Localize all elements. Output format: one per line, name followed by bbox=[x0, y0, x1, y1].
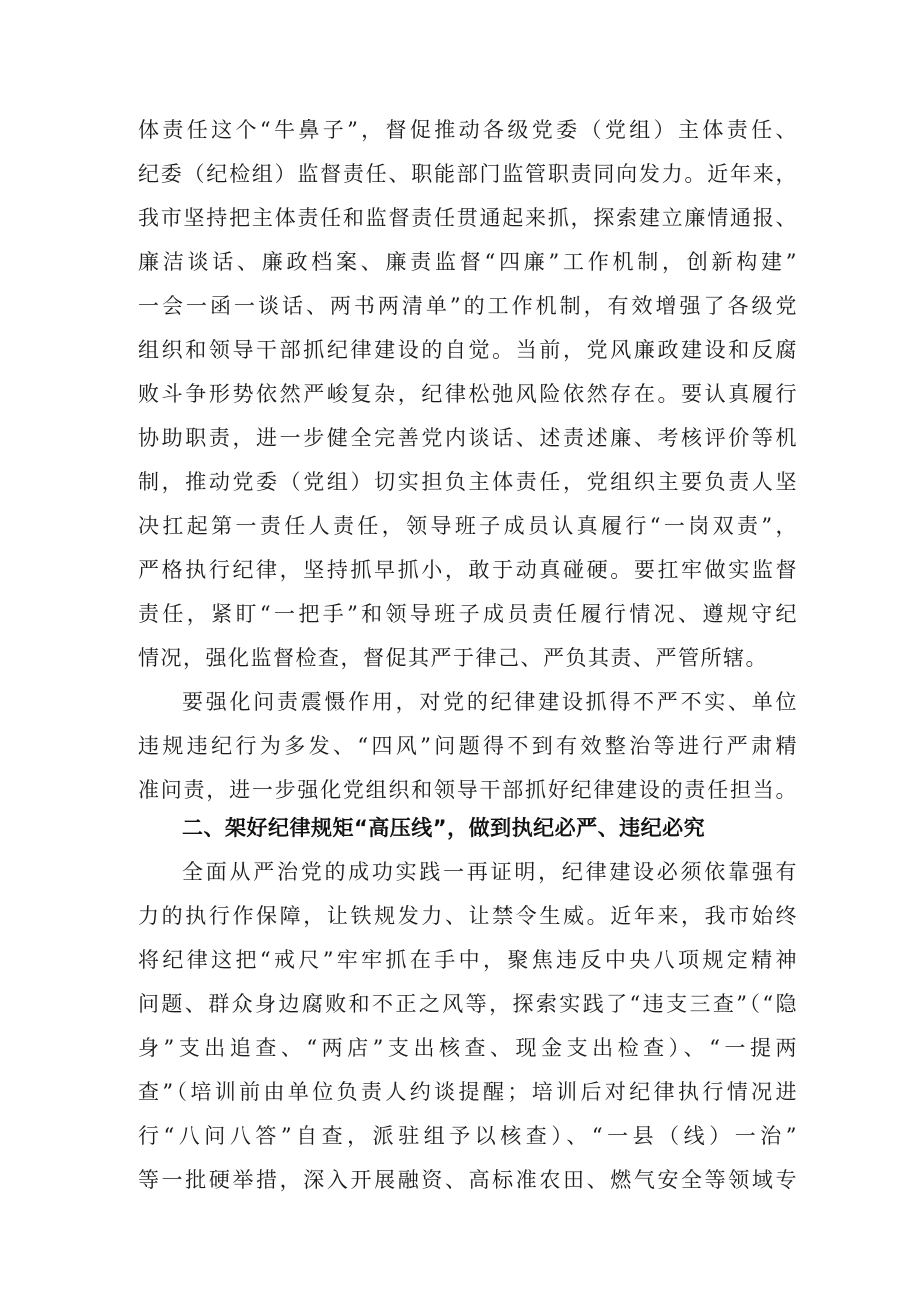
text-line: 廉洁谈话、廉政档案、廉责监督“四廉”工作机制，创新构建” bbox=[138, 250, 798, 274]
text-line: 准问责，进一步强化党组织和领导干部抓好纪律建设的责任担当。 bbox=[138, 778, 798, 802]
text-line: 力的执行作保障，让铁规发力、让禁令生威。近年来，我市始终 bbox=[138, 904, 798, 928]
text-line: 决扛起第一责任人责任，领导班子成员认真履行“一岗双责”， bbox=[138, 514, 798, 538]
text-line: 体责任这个“牛鼻子”，督促推动各级党委（党组）主体责任、 bbox=[138, 118, 798, 142]
text-line: 协助职责，进一步健全完善党内谈话、述责述廉、考核评价等机 bbox=[138, 426, 798, 450]
paragraph-first-line: 全面从严治党的成功实践一再证明，纪律建设必须依靠强有 bbox=[182, 860, 798, 884]
text-line: 违规违纪行为多发、“四风”问题得不到有效整治等进行严肃精 bbox=[138, 734, 798, 758]
text-line: 败斗争形势依然严峻复杂，纪律松弛风险依然存在。要认真履行 bbox=[138, 382, 798, 406]
text-line: 将纪律这把“戒尺”牢牢抓在手中，聚焦违反中央八项规定精神 bbox=[138, 948, 798, 972]
text-line: 问题、群众身边腐败和不正之风等，探索实践了“违支三查”（“隐 bbox=[138, 992, 798, 1016]
text-line: 制，推动党委（党组）切实担负主体责任，党组织主要负责人坚 bbox=[138, 470, 798, 494]
text-line: 情况，强化监督检查，督促其严于律己、严负其责、严管所辖。 bbox=[138, 646, 768, 670]
text-line: 行“八问八答”自查，派驻组予以核查）、“一县（线）一治” bbox=[138, 1124, 798, 1148]
text-line: 组织和领导干部抓纪律建设的自觉。当前，党风廉政建设和反腐 bbox=[138, 338, 798, 362]
text-line: 查”（培训前由单位负责人约谈提醒；培训后对纪律执行情况进 bbox=[138, 1080, 798, 1104]
text-line: 身”支出追查、“两店”支出核查、现金支出检查）、“一提两 bbox=[138, 1036, 798, 1060]
text-line: 一会一函一谈话、两书两清单”的工作机制，有效增强了各级党 bbox=[138, 294, 798, 318]
text-line: 责任，紧盯“一把手”和领导班子成员责任履行情况、遵规守纪 bbox=[138, 602, 798, 626]
text-line: 严格执行纪律，坚持抓早抓小，敢于动真碰硬。要扛牢做实监督 bbox=[138, 558, 798, 582]
text-line: 纪委（纪检组）监督责任、职能部门监管职责同向发力。近年来， bbox=[138, 162, 798, 186]
text-line: 我市坚持把主体责任和监督责任贯通起来抓，探索建立廉情通报、 bbox=[138, 206, 798, 230]
section-heading: 二、架好纪律规矩“高压线”，做到执纪必严、违纪必究 bbox=[182, 816, 706, 840]
text-line: 等一批硬举措，深入开展融资、高标准农田、燃气安全等领域专 bbox=[138, 1168, 798, 1192]
paragraph-first-line: 要强化问责震慑作用，对党的纪律建设抓得不严不实、单位 bbox=[182, 690, 798, 714]
